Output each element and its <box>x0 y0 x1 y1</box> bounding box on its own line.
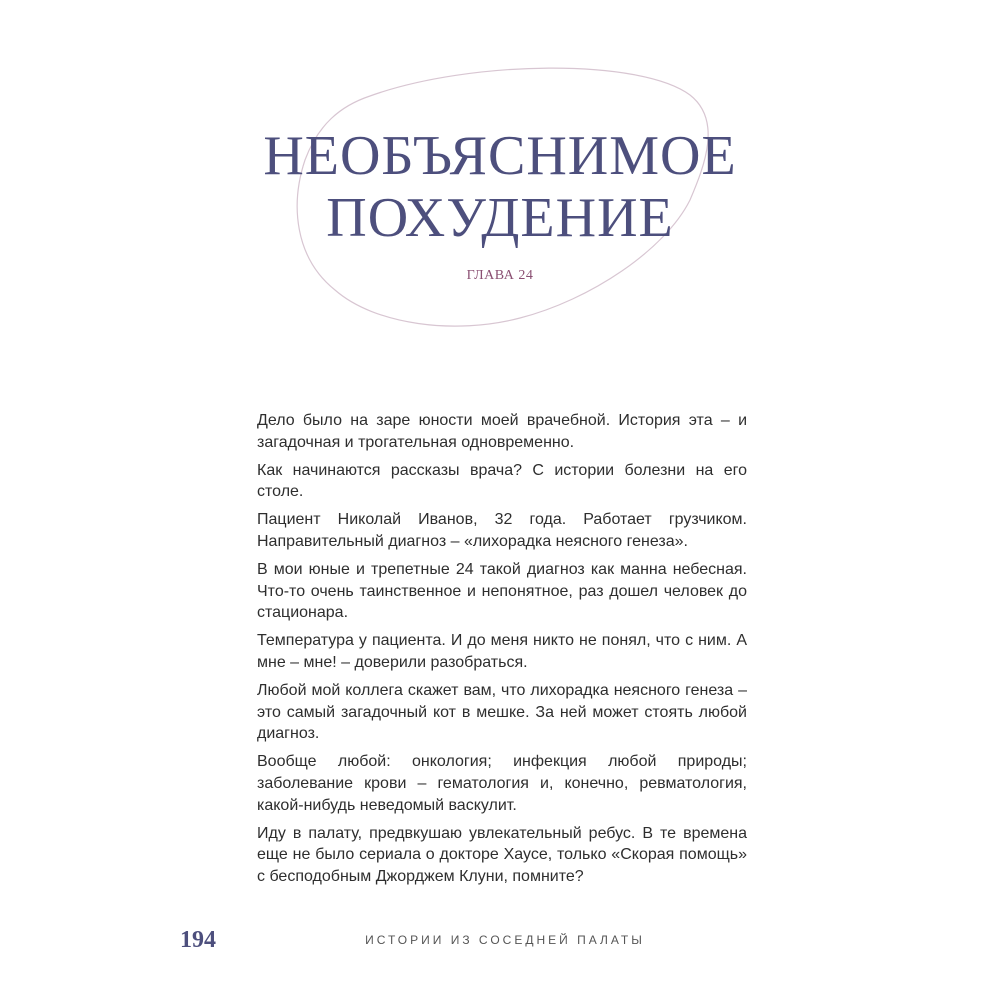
chapter-title-line-2: ПОХУДЕНИЕ <box>326 187 674 249</box>
paragraph: Дело было на заре юности моей врачебной. История эта – и загадочная и трогательная одновременно. <box>257 412 747 451</box>
page-number: 194 <box>180 927 216 953</box>
paragraph: Вообще любой: онкология; инфекция любой природы; заболевание крови – гематология и, конечно, ревматология, какой-нибудь неведомый васкулит. <box>257 753 747 814</box>
body-text <box>257 410 747 894</box>
paragraph: В мои юные и трепетные 24 такой диагноз как манна небесная. Что-то очень таинственное и непонятное, раз дошел человек до стационара. <box>257 560 747 622</box>
chapter-label: ГЛАВА 24 <box>466 268 534 283</box>
paragraph: Иду в палату, предвкушаю увлекательный ребус. В те времена еще не было сериала о докторе Хаусе, только «Скорая помощь» с бесподобным Джорджем Клуни, помните? <box>257 824 747 886</box>
paragraph: Температура у пациента. И до меня никто не понял, что с ним. А мне – мне! – доверили разобраться. <box>257 632 747 671</box>
paragraph: Любой мой коллега скажет вам, что лихорадка неясного генеза – это самый загадочный кот в мешке. За ней может стоять любой диагноз. <box>257 681 747 743</box>
paragraph: Как начинаются рассказы врача? С истории болезни на его столе. <box>257 461 747 501</box>
running-title: ИСТОРИИ ИЗ СОСЕДНЕЙ ПАЛАТЫ <box>365 933 645 947</box>
paragraph: Пациент Николай Иванов, 32 года. Работает грузчиком. Направительный диагноз – «лихорадка неясного генеза». <box>257 511 747 550</box>
chapter-title-line-1: НЕОБЪЯСНИМОЕ <box>263 125 737 187</box>
